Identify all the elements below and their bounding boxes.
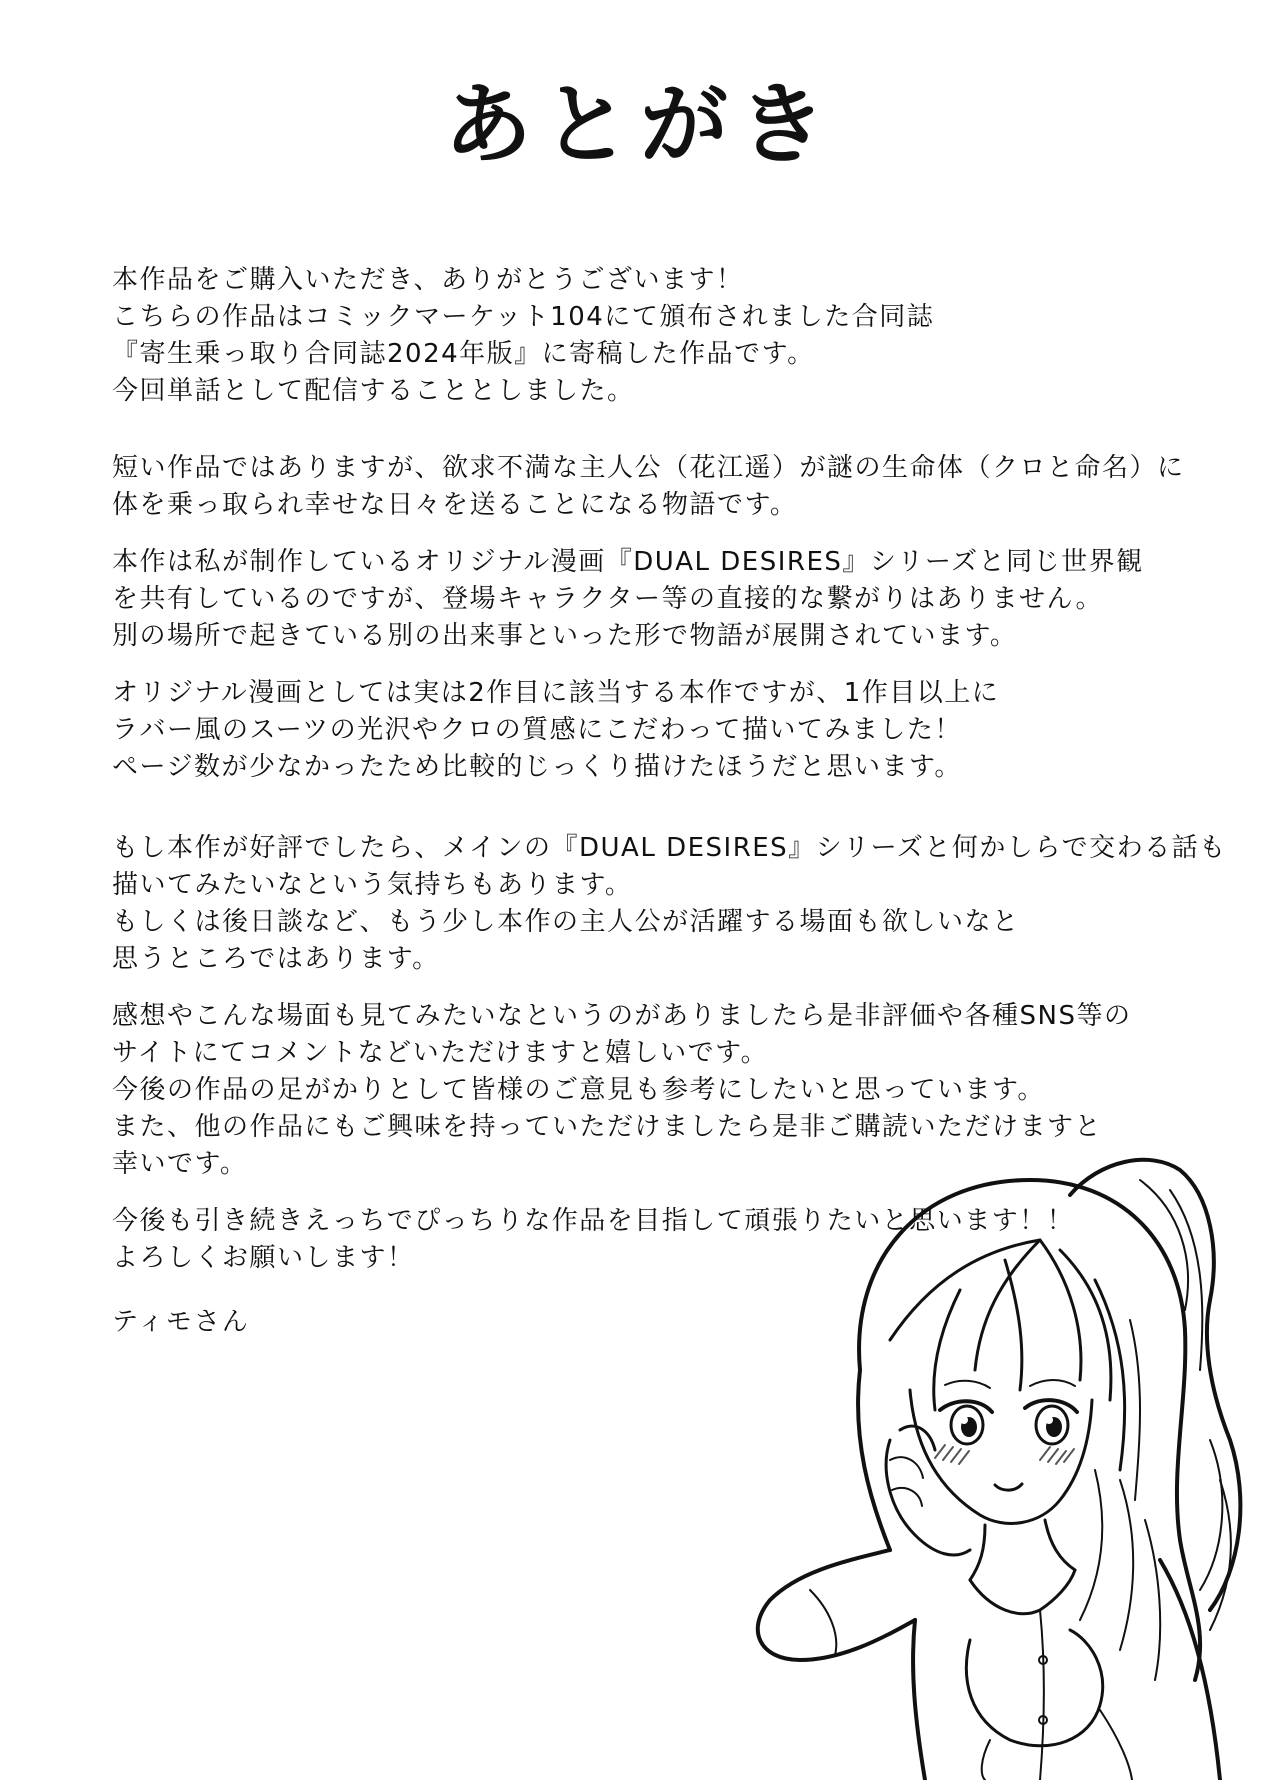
paragraph xyxy=(112,675,1192,786)
character-illustration-icon xyxy=(740,1140,1280,1780)
paragraph xyxy=(112,450,1192,524)
text-line: また、他の作品にもご興味を持っていただけましたら是非ご購読いただけますと xyxy=(112,1112,1103,1142)
text-line: もし本作が好評でしたら、メインの『DUAL DESIRES』シリーズと何かしらで交わる話も xyxy=(112,833,1227,863)
text-line: 短い作品ではありますが、欲求不満な主人公（花江遥）が謎の生命体（クロと命名）に xyxy=(112,453,1185,483)
paragraph xyxy=(112,830,1227,978)
text-line: 本作品をご購入いただき、ありがとうございます！ xyxy=(112,265,744,295)
text-line: サイトにてコメントなどいただけますと嬉しいです。 xyxy=(112,1038,769,1068)
text-line: 本作は私が制作しているオリジナル漫画『DUAL DESIRES』シリーズと同じ世界観 xyxy=(112,547,1144,577)
text-line: 思うところではあります。 xyxy=(112,944,440,974)
text-line: こちらの作品はコミックマーケット104にて頒布されました合同誌 xyxy=(112,302,935,332)
text-line: よろしくお願いします！ xyxy=(112,1243,415,1273)
author-signature: ティモさん xyxy=(112,1307,250,1337)
paragraph xyxy=(112,262,1192,410)
text-line: オリジナル漫画としては実は2作目に該当する本作ですが、1作目以上に xyxy=(112,678,1000,708)
text-line: 今後も引き続きえっちでぴっちりな作品を目指して頑張りたいと思います！！ xyxy=(112,1206,1075,1236)
text-line: ラバー風のスーツの光沢やクロの質感にこだわって描いてみました！ xyxy=(112,715,962,745)
page-title: あとがき xyxy=(443,73,836,176)
paragraph xyxy=(112,544,1192,655)
text-line: を共有しているのですが、登場キャラクター等の直接的な繋がりはありません。 xyxy=(112,584,1104,614)
text-line: ページ数が少なかったため比較的じっくり描けたほうだと思います。 xyxy=(112,752,962,782)
text-line: 今回単話として配信することとしました。 xyxy=(112,376,635,406)
text-line: 体を乗っ取られ幸せな日々を送ることになる物語です。 xyxy=(112,490,798,520)
text-line: 描いてみたいなという気持ちもあります。 xyxy=(112,870,633,900)
text-line: 今後の作品の足がかりとして皆様のご意見も参考にしたいと思っています。 xyxy=(112,1075,1045,1105)
text-line: 幸いです。 xyxy=(112,1149,248,1179)
text-line: 『寄生乗っ取り合同誌2024年版』に寄稿した作品です。 xyxy=(112,339,815,369)
text-line: 別の場所で起きている別の出来事といった形で物語が展開されています。 xyxy=(112,621,1018,651)
text-line: 感想やこんな場面も見てみたいなというのがありましたら是非評価や各種SNS等の xyxy=(112,1001,1132,1031)
text-line: もしくは後日談など、もう少し本作の主人公が活躍する場面も欲しいなと xyxy=(112,907,1020,937)
